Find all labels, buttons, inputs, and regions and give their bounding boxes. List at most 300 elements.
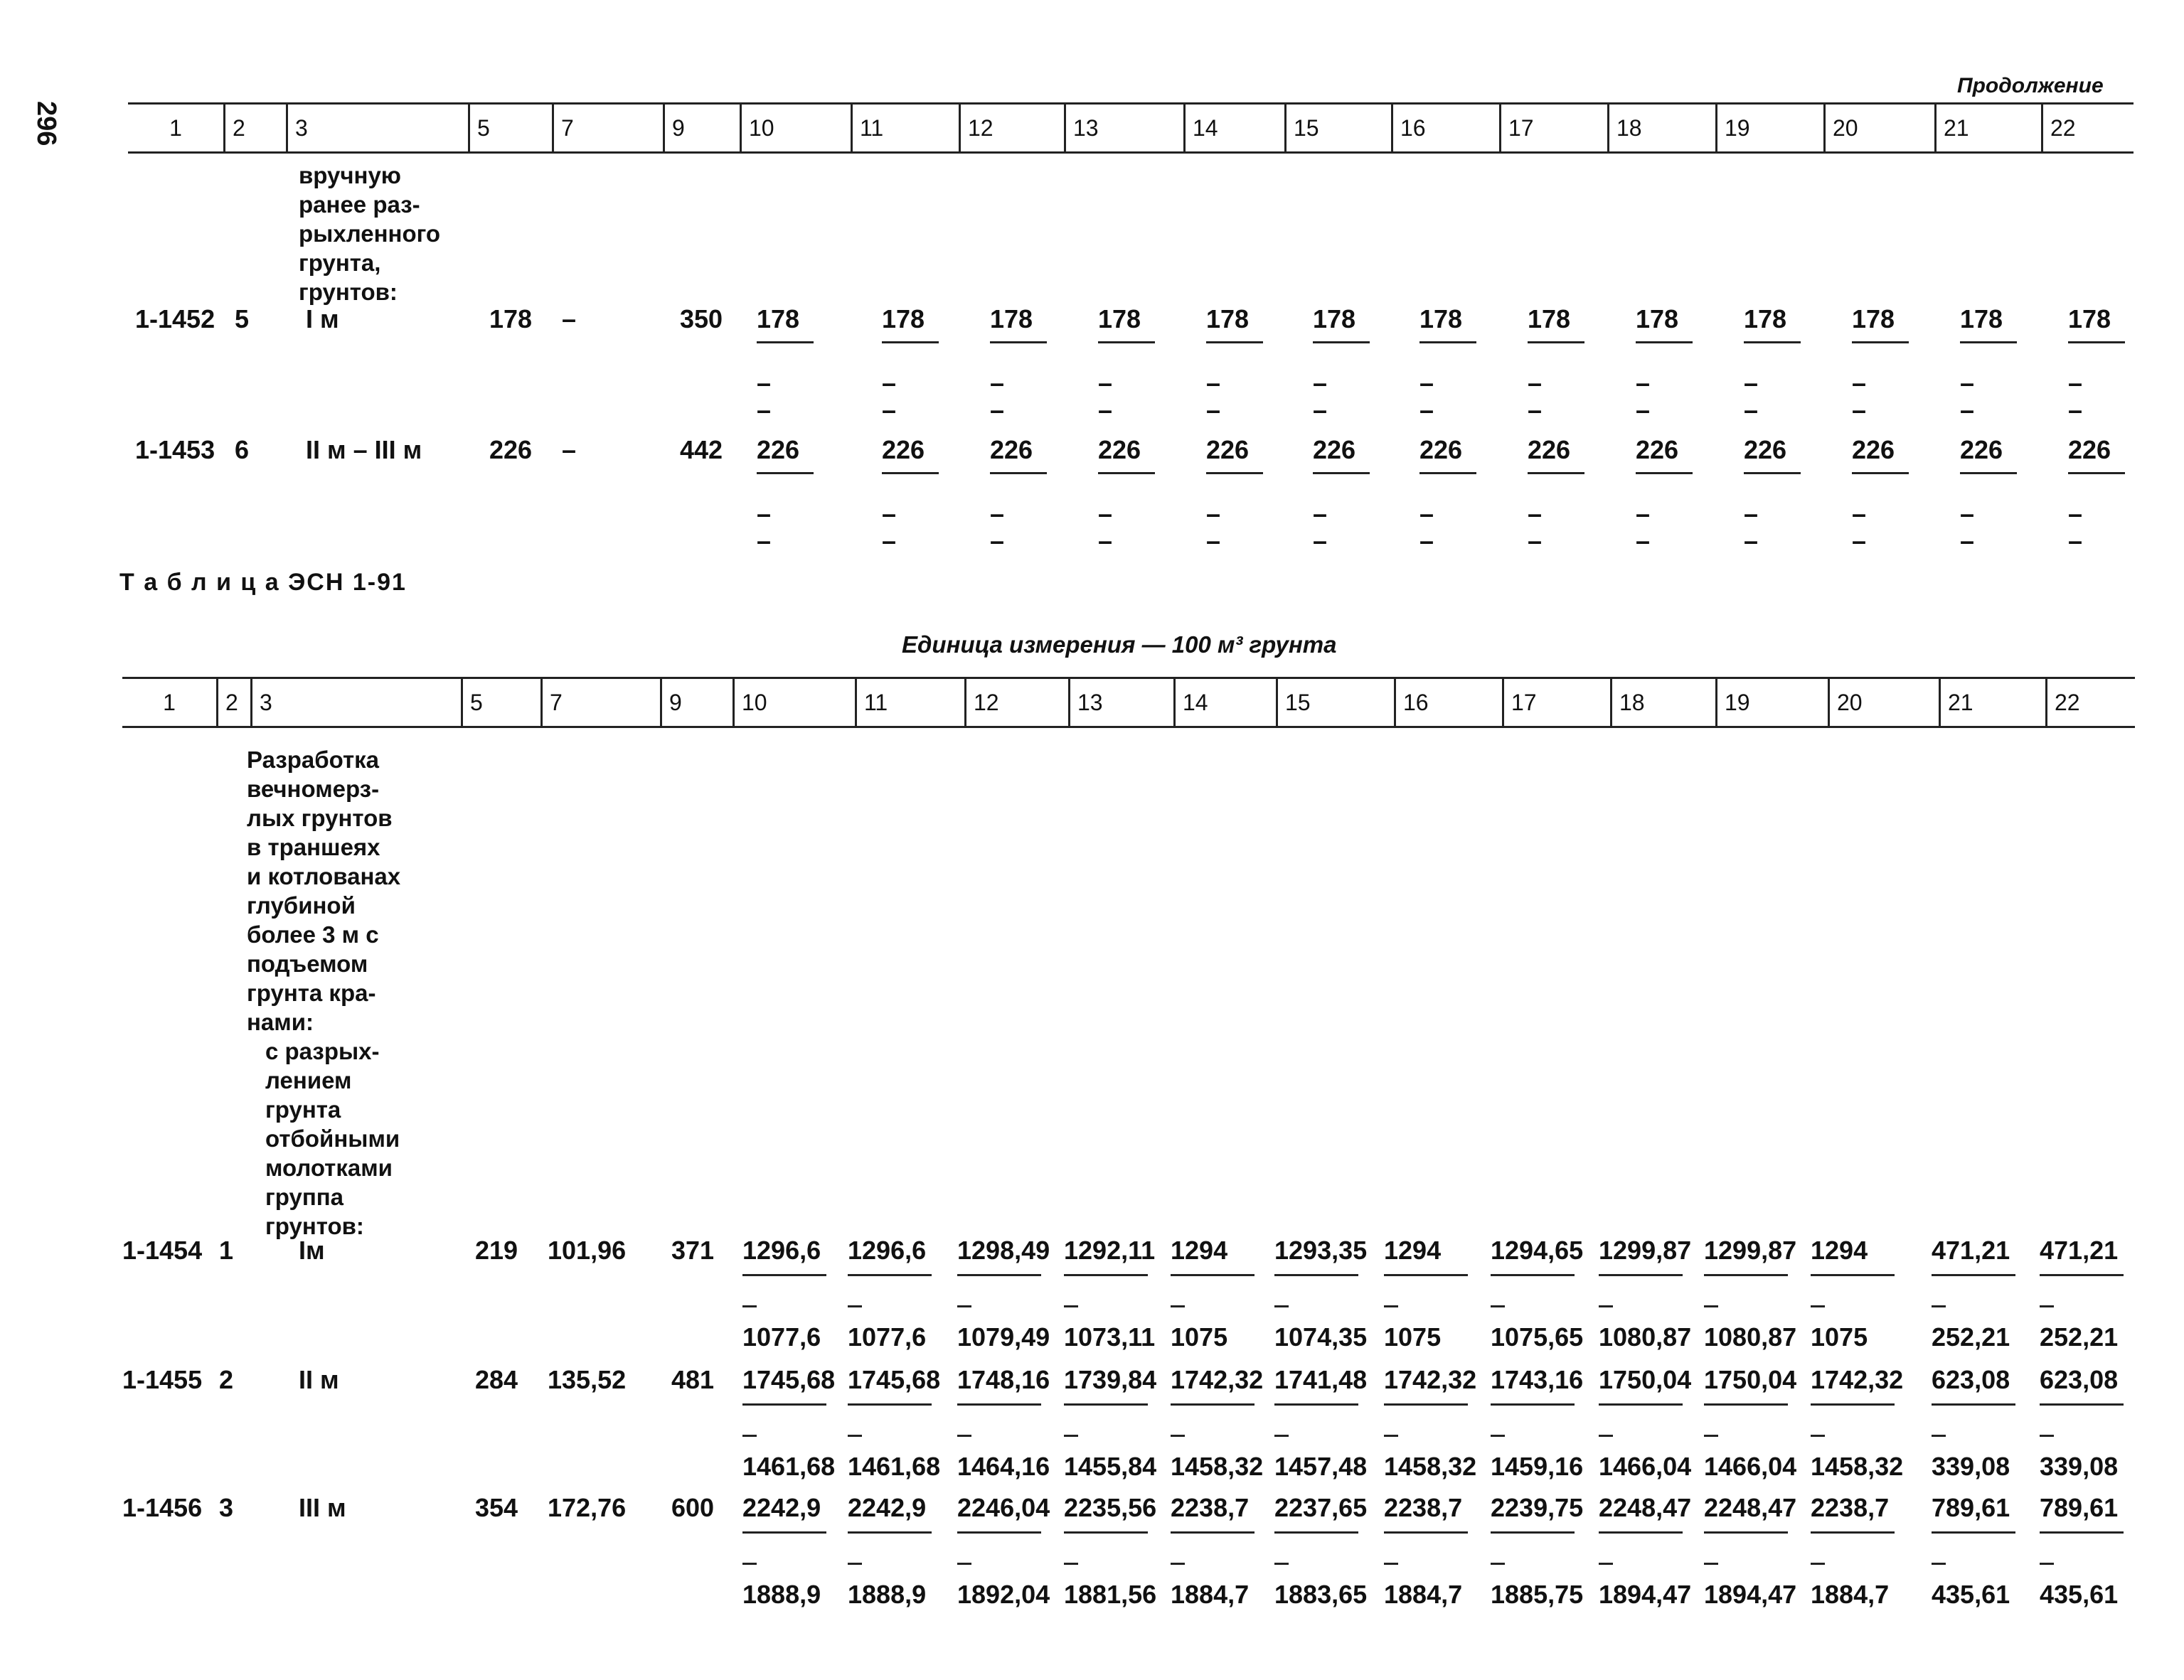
column-header-row-top	[128, 102, 2134, 154]
dash-mark: –	[2068, 499, 2083, 528]
fraction-rule	[1064, 1403, 1148, 1406]
column-header-22: 22	[2041, 105, 2143, 151]
column-header-19: 19	[1715, 679, 1837, 726]
fraction-rule	[2040, 1403, 2124, 1406]
dash-mark: –	[1098, 368, 1113, 397]
dash-mark: –	[1744, 526, 1759, 555]
desc-line: в траншеях	[247, 834, 380, 860]
dash-mark: –	[1313, 499, 1328, 528]
dash-mark	[1811, 1563, 1825, 1565]
dash-mark	[957, 1435, 971, 1437]
fraction-rule	[957, 1531, 1041, 1534]
value-numerator: 1750,04	[1704, 1365, 1797, 1394]
value-numerator: 1742,32	[1811, 1365, 1904, 1394]
fraction-rule	[848, 1531, 932, 1534]
fraction-rule	[1932, 1403, 2015, 1406]
dash-mark: –	[1636, 499, 1651, 528]
column-header-11: 11	[851, 105, 968, 151]
fraction-rule	[1811, 1403, 1895, 1406]
col7-value: 101,96	[548, 1236, 627, 1265]
fraction-rule	[957, 1274, 1041, 1276]
fraction-rule	[1599, 1274, 1683, 1276]
dash-mark: –	[1206, 499, 1221, 528]
value-numerator: 623,08	[2040, 1365, 2119, 1394]
desc-line: ранее раз-	[299, 191, 420, 218]
value-denominator: 1455,84	[1064, 1452, 1157, 1481]
dash-mark	[848, 1435, 862, 1437]
fraction-rule	[957, 1403, 1041, 1406]
value-numerator: 178	[1636, 304, 1679, 333]
value-numerator: 1294	[1171, 1236, 1228, 1265]
value-numerator: 1293,35	[1274, 1236, 1368, 1265]
row-number: 6	[235, 435, 250, 464]
row-number: 5	[235, 304, 250, 333]
value-numerator: 789,61	[1932, 1493, 2010, 1522]
fraction-rule	[1960, 472, 2017, 474]
fraction-rule	[1744, 472, 1801, 474]
row-code: 1-1456	[122, 1493, 203, 1522]
fraction-rule	[1811, 1531, 1895, 1534]
row-name: II м	[299, 1365, 339, 1394]
fraction-rule	[1528, 341, 1584, 343]
dash-mark: –	[1960, 499, 1975, 528]
value-numerator: 1294	[1811, 1236, 1868, 1265]
value-denominator: 1079,49	[957, 1322, 1050, 1352]
value-numerator: 178	[990, 304, 1033, 333]
dash-mark	[1599, 1305, 1613, 1307]
fraction-rule	[1491, 1403, 1575, 1406]
value-numerator: 226	[757, 435, 800, 464]
value-denominator: 1458,32	[1171, 1452, 1264, 1481]
dash-mark: –	[1313, 368, 1328, 397]
dash-mark: –	[1852, 368, 1867, 397]
fraction-rule	[1491, 1274, 1575, 1276]
dash-mark	[957, 1305, 971, 1307]
value-numerator: 1294	[1384, 1236, 1442, 1265]
desc-line: вручную	[299, 162, 401, 188]
dash-mark	[848, 1563, 862, 1565]
fraction-rule	[2068, 472, 2125, 474]
value-numerator: 178	[1852, 304, 1895, 333]
dash-mark	[2040, 1435, 2054, 1437]
fraction-rule	[1206, 341, 1263, 343]
value-denominator: 1457,48	[1274, 1452, 1368, 1481]
fraction-rule	[1206, 472, 1263, 474]
fraction-rule	[1384, 1403, 1468, 1406]
fraction-rule	[1064, 1531, 1148, 1534]
column-header-9: 9	[663, 105, 749, 151]
col5-value: 178	[489, 304, 533, 333]
column-header-12: 12	[959, 105, 1073, 151]
description-part1	[299, 161, 440, 306]
value-numerator: 2242,9	[742, 1493, 821, 1522]
dash-mark	[1274, 1435, 1289, 1437]
page-number: 296	[31, 101, 61, 146]
dash-mark: –	[2068, 368, 2083, 397]
fraction-rule	[742, 1274, 826, 1276]
dash-mark: –	[757, 526, 772, 555]
dash-mark	[1384, 1435, 1398, 1437]
fraction-rule	[990, 341, 1047, 343]
value-denominator: 1466,04	[1704, 1452, 1797, 1481]
column-header-19: 19	[1715, 105, 1833, 151]
dash-mark	[1811, 1305, 1825, 1307]
value-numerator: 2246,04	[957, 1493, 1050, 1522]
dash-mark: –	[1528, 368, 1543, 397]
column-header-10: 10	[733, 679, 864, 726]
column-header-2: 2	[216, 679, 260, 726]
fraction-rule	[1419, 472, 1476, 474]
value-denominator: 1459,16	[1491, 1452, 1584, 1481]
fraction-rule	[742, 1531, 826, 1534]
column-header-3: 3	[250, 679, 470, 726]
dash-mark	[742, 1305, 757, 1307]
value-denominator: 1075	[1384, 1322, 1442, 1352]
col7-value: 135,52	[548, 1365, 627, 1394]
fraction-rule	[1704, 1531, 1788, 1534]
dash-mark: –	[2068, 395, 2083, 424]
column-header-13: 13	[1068, 679, 1183, 726]
value-numerator: 1299,87	[1599, 1236, 1692, 1265]
desc-line: группа	[265, 1184, 344, 1210]
value-numerator: 1296,6	[848, 1236, 927, 1265]
value-denominator: 1881,56	[1064, 1580, 1157, 1609]
dash-mark: –	[1852, 526, 1867, 555]
value-numerator: 1745,68	[848, 1365, 941, 1394]
fraction-rule	[742, 1403, 826, 1406]
dash-mark	[1064, 1563, 1078, 1565]
dash-mark	[1171, 1305, 1185, 1307]
value-denominator: 1075	[1811, 1322, 1868, 1352]
value-denominator: 252,21	[2040, 1322, 2119, 1352]
dash-mark: –	[757, 395, 772, 424]
value-denominator: 1884,7	[1384, 1580, 1463, 1609]
fraction-rule	[1384, 1274, 1468, 1276]
dash-mark: –	[882, 526, 897, 555]
fraction-rule	[1313, 341, 1370, 343]
fraction-rule	[1274, 1531, 1358, 1534]
value-numerator: 178	[1960, 304, 2003, 333]
column-header-22: 22	[2045, 679, 2144, 726]
value-numerator: 178	[1744, 304, 1787, 333]
dash-mark: –	[1313, 395, 1328, 424]
fraction-rule	[1636, 472, 1693, 474]
dash-mark: –	[757, 368, 772, 397]
value-denominator: 1458,32	[1811, 1452, 1904, 1481]
col9-value: 442	[680, 435, 723, 464]
value-denominator: 1461,68	[848, 1452, 941, 1481]
value-numerator: 2239,75	[1491, 1493, 1584, 1522]
fraction-rule	[1704, 1403, 1788, 1406]
fraction-rule	[1171, 1274, 1255, 1276]
dash-mark	[1274, 1563, 1289, 1565]
column-header-21: 21	[1939, 679, 2055, 726]
fraction-rule	[882, 341, 939, 343]
column-header-15: 15	[1276, 679, 1403, 726]
value-numerator: 178	[1098, 304, 1141, 333]
value-numerator: 178	[1313, 304, 1356, 333]
value-denominator: 1077,6	[742, 1322, 821, 1352]
value-denominator: 1458,32	[1384, 1452, 1477, 1481]
dash-mark: –	[1960, 368, 1975, 397]
col7-value: 172,76	[548, 1493, 627, 1522]
dash-mark	[2040, 1305, 2054, 1307]
dash-mark: –	[1744, 368, 1759, 397]
desc-line: вечномерз-	[247, 776, 380, 802]
value-numerator: 226	[990, 435, 1033, 464]
column-header-row-bottom	[122, 677, 2135, 728]
desc-line: лых грунтов	[247, 805, 393, 831]
fraction-rule	[1171, 1403, 1255, 1406]
row-code: 1-1453	[135, 435, 215, 464]
fraction-rule	[1098, 341, 1155, 343]
dash-mark	[1932, 1305, 1946, 1307]
dash-mark: –	[1852, 499, 1867, 528]
value-numerator: 789,61	[2040, 1493, 2119, 1522]
fraction-rule	[1098, 472, 1155, 474]
fraction-rule	[1636, 341, 1693, 343]
dash-mark: –	[1852, 395, 1867, 424]
value-numerator: 2237,65	[1274, 1493, 1368, 1522]
description-part2	[247, 745, 400, 1241]
value-numerator: 2238,7	[1811, 1493, 1890, 1522]
dash-mark	[1704, 1563, 1718, 1565]
value-numerator: 178	[2068, 304, 2111, 333]
value-numerator: 178	[1206, 304, 1250, 333]
column-header-14: 14	[1183, 105, 1294, 151]
column-header-13: 13	[1064, 105, 1193, 151]
dash-mark: –	[1419, 499, 1434, 528]
dash-mark: –	[1528, 526, 1543, 555]
fraction-rule	[1932, 1274, 2015, 1276]
dash-mark: –	[1419, 526, 1434, 555]
value-denominator: 1884,7	[1171, 1580, 1250, 1609]
dash-mark: –	[757, 499, 772, 528]
value-numerator: 226	[1960, 435, 2003, 464]
value-denominator: 1892,04	[957, 1580, 1050, 1609]
col7-value: –	[562, 304, 577, 333]
value-numerator: 226	[1744, 435, 1787, 464]
fraction-rule	[1491, 1531, 1575, 1534]
value-denominator: 1888,9	[848, 1580, 927, 1609]
value-numerator: 2248,47	[1704, 1493, 1797, 1522]
column-header-16: 16	[1391, 105, 1508, 151]
value-numerator: 226	[1206, 435, 1250, 464]
value-numerator: 1743,16	[1491, 1365, 1584, 1394]
dash-mark: –	[1419, 368, 1434, 397]
fraction-rule	[882, 472, 939, 474]
value-numerator: 226	[1636, 435, 1679, 464]
value-numerator: 1748,16	[957, 1365, 1050, 1394]
value-denominator: 252,21	[1932, 1322, 2010, 1352]
desc-line: рыхленного	[299, 220, 441, 247]
fraction-rule	[757, 472, 814, 474]
dash-mark	[848, 1305, 862, 1307]
desc-line: молотками	[265, 1155, 393, 1181]
value-denominator: 1080,87	[1704, 1322, 1797, 1352]
desc-line: подъемом	[247, 951, 368, 977]
desc-line: с разрых-	[265, 1038, 380, 1064]
dash-mark	[2040, 1563, 2054, 1565]
dash-mark	[1064, 1305, 1078, 1307]
fraction-rule	[2068, 341, 2125, 343]
value-denominator: 1885,75	[1491, 1580, 1584, 1609]
fraction-rule	[848, 1403, 932, 1406]
continuation-label: Продолжение	[1957, 74, 2104, 97]
fraction-rule	[848, 1274, 932, 1276]
column-header-18: 18	[1610, 679, 1725, 726]
dash-mark: –	[882, 499, 897, 528]
row-number: 2	[219, 1365, 234, 1394]
fraction-rule	[1274, 1274, 1358, 1276]
column-header-5: 5	[461, 679, 550, 726]
fraction-rule	[990, 472, 1047, 474]
fraction-rule	[1811, 1274, 1895, 1276]
fraction-rule	[757, 341, 814, 343]
dash-mark	[1932, 1435, 1946, 1437]
value-denominator: 435,61	[2040, 1580, 2119, 1609]
fraction-rule	[1744, 341, 1801, 343]
fraction-rule	[1599, 1531, 1683, 1534]
value-numerator: 2238,7	[1171, 1493, 1250, 1522]
column-header-17: 17	[1502, 679, 1619, 726]
dash-mark: –	[1528, 395, 1543, 424]
value-denominator: 1461,68	[742, 1452, 836, 1481]
column-header-1: 1	[163, 689, 176, 715]
dash-mark	[957, 1563, 971, 1565]
fraction-rule	[1064, 1274, 1148, 1276]
column-header-3: 3	[286, 105, 477, 151]
dash-mark	[1599, 1563, 1613, 1565]
dash-mark	[1491, 1435, 1505, 1437]
col9-value: 371	[671, 1236, 715, 1265]
column-header-12: 12	[964, 679, 1077, 726]
dash-mark	[1704, 1435, 1718, 1437]
fraction-rule	[1852, 472, 1909, 474]
value-denominator: 1077,6	[848, 1322, 927, 1352]
fraction-rule	[1419, 341, 1476, 343]
row-code: 1-1454	[122, 1236, 203, 1265]
column-header-14: 14	[1173, 679, 1285, 726]
dash-mark: –	[1636, 526, 1651, 555]
dash-mark: –	[1636, 395, 1651, 424]
value-numerator: 1739,84	[1064, 1365, 1157, 1394]
dash-mark: –	[1098, 395, 1113, 424]
dash-mark: –	[1206, 526, 1221, 555]
column-header-21: 21	[1934, 105, 2050, 151]
value-denominator: 1080,87	[1599, 1322, 1692, 1352]
col9-value: 350	[680, 304, 723, 333]
row-number: 1	[219, 1236, 234, 1265]
desc-line: грунтов:	[265, 1213, 364, 1239]
dash-mark: –	[1313, 526, 1328, 555]
value-denominator: 339,08	[2040, 1452, 2119, 1481]
row-name: II м – III м	[306, 435, 422, 464]
dash-mark: –	[1528, 499, 1543, 528]
row-code: 1-1455	[122, 1365, 203, 1394]
value-numerator: 178	[1528, 304, 1571, 333]
dash-mark	[1599, 1435, 1613, 1437]
desc-line: более 3 м с	[247, 921, 379, 948]
dash-mark: –	[882, 395, 897, 424]
fraction-rule	[2040, 1274, 2124, 1276]
value-denominator: 1883,65	[1274, 1580, 1368, 1609]
value-numerator: 1745,68	[742, 1365, 836, 1394]
value-denominator: 339,08	[1932, 1452, 2010, 1481]
fraction-rule	[1384, 1531, 1468, 1534]
value-numerator: 226	[1852, 435, 1895, 464]
value-numerator: 1296,6	[742, 1236, 821, 1265]
dash-mark	[742, 1435, 757, 1437]
value-numerator: 226	[1313, 435, 1356, 464]
desc-line: грунта кра-	[247, 980, 376, 1006]
desc-line: лением	[265, 1067, 352, 1093]
value-numerator: 2238,7	[1384, 1493, 1463, 1522]
column-header-2: 2	[223, 105, 295, 151]
value-denominator: 1888,9	[742, 1580, 821, 1609]
desc-line: Разработка	[247, 747, 379, 773]
column-header-10: 10	[740, 105, 860, 151]
dash-mark	[742, 1563, 757, 1565]
dash-mark	[1384, 1305, 1398, 1307]
dash-mark: –	[1098, 526, 1113, 555]
fraction-rule	[1960, 341, 2017, 343]
value-denominator: 1073,11	[1064, 1322, 1156, 1352]
dash-mark: –	[1419, 395, 1434, 424]
value-numerator: 178	[882, 304, 925, 333]
column-header-20: 20	[1828, 679, 1948, 726]
col5-value: 226	[489, 435, 533, 464]
value-numerator: 1750,04	[1599, 1365, 1692, 1394]
value-numerator: 1298,49	[957, 1236, 1050, 1265]
dash-mark: –	[1960, 395, 1975, 424]
value-numerator: 226	[1098, 435, 1141, 464]
column-header-7: 7	[552, 105, 672, 151]
dash-mark: –	[2068, 526, 2083, 555]
dash-mark	[1171, 1563, 1185, 1565]
value-denominator: 1894,47	[1704, 1580, 1797, 1609]
value-numerator: 226	[1528, 435, 1571, 464]
column-header-7: 7	[540, 679, 669, 726]
column-header-1: 1	[169, 114, 182, 141]
dash-mark	[1491, 1563, 1505, 1565]
row-name: Iм	[299, 1236, 325, 1265]
dash-mark	[1811, 1435, 1825, 1437]
dash-mark: –	[882, 368, 897, 397]
column-header-20: 20	[1823, 105, 1944, 151]
value-numerator: 226	[2068, 435, 2111, 464]
column-header-16: 16	[1394, 679, 1511, 726]
value-denominator: 435,61	[1932, 1580, 2010, 1609]
fraction-rule	[2040, 1531, 2124, 1534]
value-numerator: 226	[882, 435, 925, 464]
desc-line: грунта,	[299, 250, 381, 276]
column-header-11: 11	[855, 679, 974, 726]
desc-line: отбойными	[265, 1125, 400, 1152]
fraction-rule	[1704, 1274, 1788, 1276]
desc-line: грунта	[265, 1096, 341, 1123]
value-numerator: 471,21	[1932, 1236, 2010, 1265]
col5-value: 219	[475, 1236, 518, 1265]
value-numerator: 226	[1419, 435, 1463, 464]
value-numerator: 1742,32	[1384, 1365, 1477, 1394]
col5-value: 354	[475, 1493, 518, 1522]
dash-mark: –	[1744, 499, 1759, 528]
dash-mark: –	[1098, 499, 1113, 528]
fraction-rule	[1171, 1531, 1255, 1534]
dash-mark	[1384, 1563, 1398, 1565]
value-numerator: 623,08	[1932, 1365, 2010, 1394]
